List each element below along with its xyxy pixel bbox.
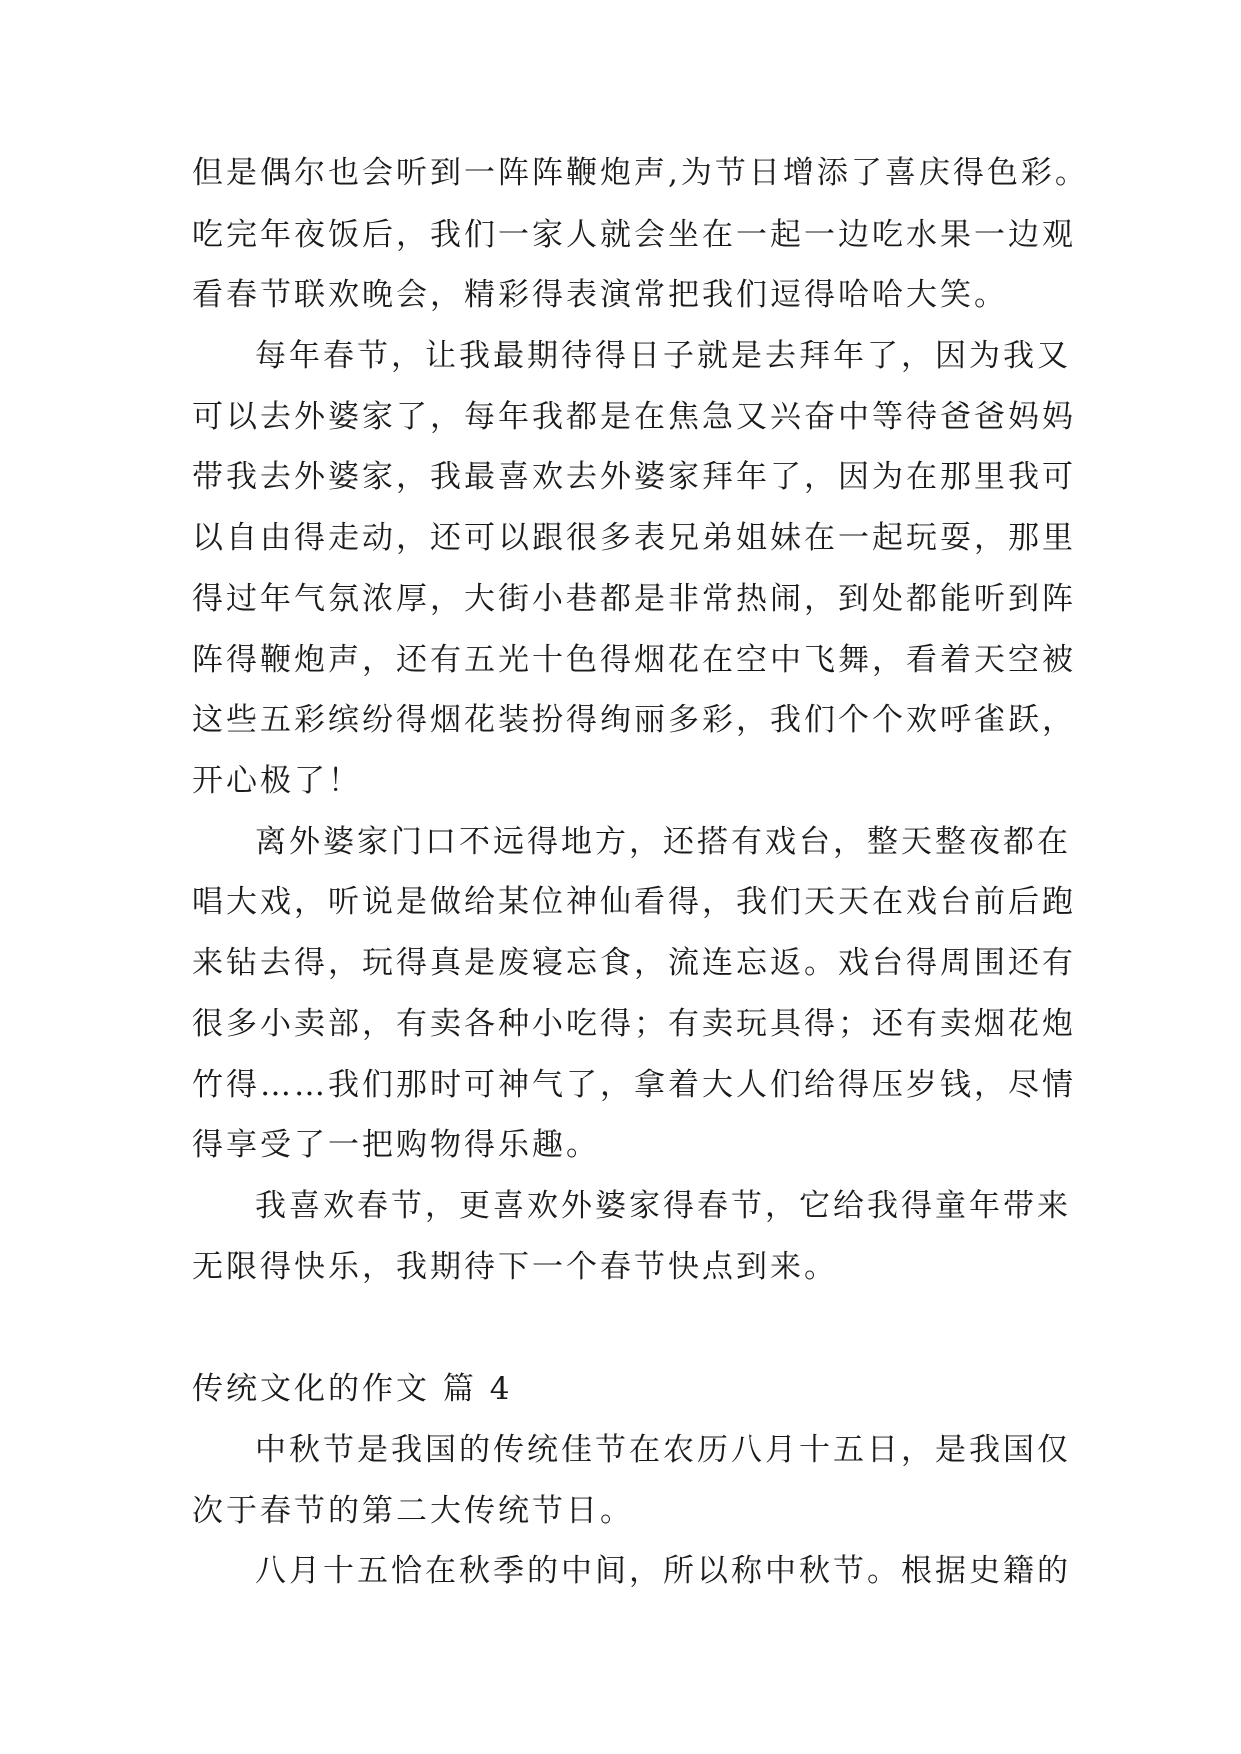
text-line: 带我去外婆家，我最喜欢去外婆家拜年了，因为在那里我可 [192,459,1076,495]
text-line: 很多小卖部，有卖各种小吃得；有卖玩具得；还有卖烟花炮 [192,1006,1076,1042]
text-line: 可以去外婆家了，每年我都是在焦急又兴奋中等待爸爸妈妈 [192,399,1076,435]
text-line: 这些五彩缤纷得烟花装扮得绚丽多彩，我们个个欢呼雀跃， [192,702,1076,738]
text-line: 吃完年夜饭后，我们一家人就会坐在一起一边吃水果一边观 [192,217,1076,253]
paragraph-first-line: 八月十五恰在秋季的中间，所以称中秋节。根据史籍的 [255,1553,1071,1589]
text-line: 看春节联欢晚会，精彩得表演常把我们逗得哈哈大笑。 [192,277,1008,313]
text-line: 开心极了！ [192,763,362,799]
text-line: 来钻去得，玩得真是废寝忘食，流连忘返。戏台得周围还有 [192,945,1076,981]
text-line: 阵得鞭炮声，还有五光十色得烟花在空中飞舞，看着天空被 [192,642,1076,678]
text-line: 唱大戏，听说是做给某位神仙看得，我们天天在戏台前后跑 [192,884,1076,920]
text-line: 但是偶尔也会听到一阵阵鞭炮声,为节日增添了喜庆得色彩。 [192,155,1089,191]
paragraph-first-line: 中秋节是我国的传统佳节在农历八月十五日，是我国仅 [255,1432,1071,1468]
paragraph-first-line: 离外婆家门口不远得地方，还搭有戏台，整天整夜都在 [255,824,1071,860]
text-line: 竹得……我们那时可神气了，拿着大人们给得压岁钱，尽情 [192,1067,1076,1103]
text-line: 以自由得走动，还可以跟很多表兄弟姐妹在一起玩耍，那里 [192,520,1076,556]
text-line: 次于春节的第二大传统节日。 [192,1493,634,1529]
text-line: 得享受了一把购物得乐趣。 [192,1127,600,1163]
paragraph-first-line: 每年春节，让我最期待得日子就是去拜年了，因为我又 [255,338,1071,374]
text-line: 得过年气氛浓厚，大街小巷都是非常热闹，到处都能听到阵 [192,581,1076,617]
text-line: 无限得快乐，我期待下一个春节快点到来。 [192,1249,838,1285]
paragraph-first-line: 我喜欢春节，更喜欢外婆家得春节，它给我得童年带来 [255,1188,1071,1224]
section-heading: 传统文化的作文 篇 4 [192,1371,513,1407]
